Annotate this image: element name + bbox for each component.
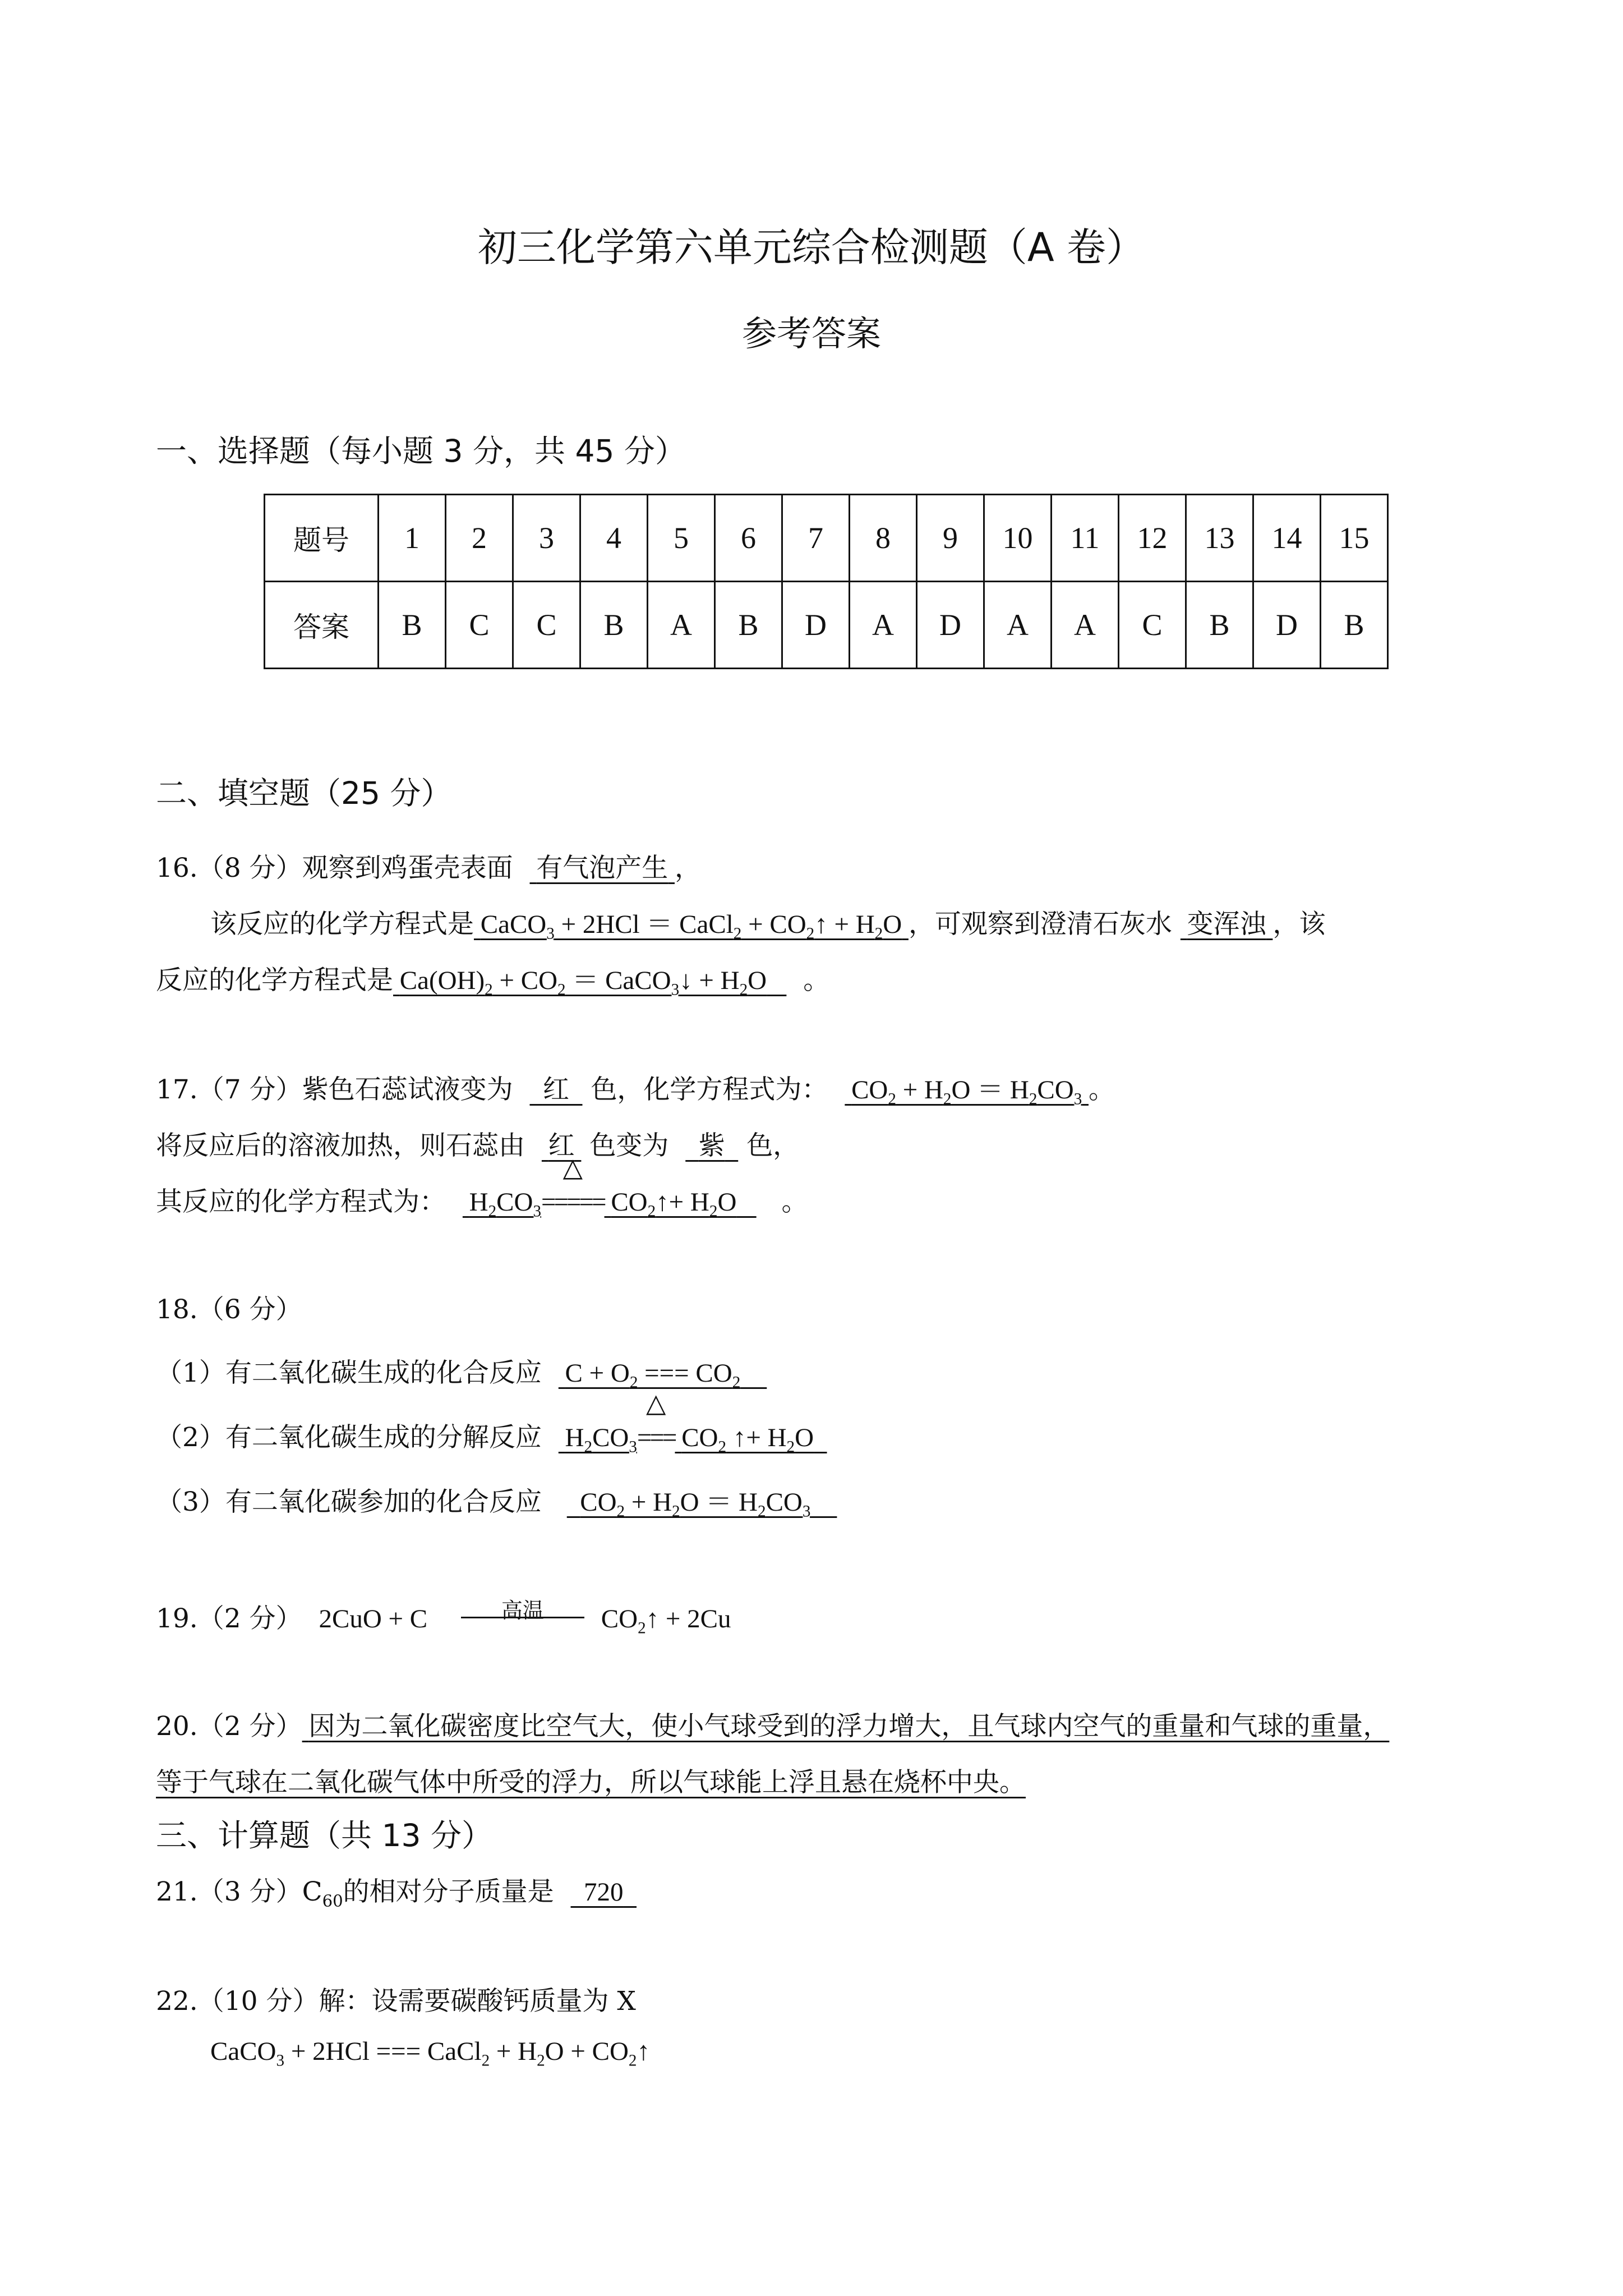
table-cell: 9 [917,495,984,582]
q22-line1: 22.（10 分）解：设需要碳酸钙质量为 X [156,1986,636,2017]
page-title: 初三化学第六单元综合检测题（A 卷） [477,224,1146,270]
q17-blank2: 红 [548,1131,575,1161]
table-cell: A [1052,582,1119,669]
table-cell: D [1253,582,1321,669]
table-row-answers [265,582,1388,669]
q16-line3: 反应的化学方程式是 $Ca(OH)_2 + CO_2$ ＝ CaCO$_3$↓ + $H_2O$ 。 [156,965,830,999]
q21-blank: 720 [584,1878,624,1907]
answer-table [264,494,1389,669]
q16-line2: 该反应的化学方程式是 CaCO$_3$ + 2HCl ＝ CaCl$_2$ + $CO_2↑ + H_2O$ ，可观察到澄清石灰水 变浑浊 ，该 [210,909,1326,943]
q16-line1: 16.（8 分）观察到鸡蛋壳表面 有气泡产生 ， [156,853,701,884]
q17-equation1: $CO_2 + H_2O = H_2CO_3$ [851,1075,1082,1108]
table-cell: 6 [715,495,782,582]
q18-item1-equation: $C + O_2$ === $CO_2$ [565,1359,741,1392]
q18-item3: （3）有二氧化碳参加的化合反应 $CO_2 + H_2O = H_2CO_3$ [156,1481,837,1521]
table-cell: 15 [1321,495,1388,582]
table-cell: C [513,582,580,669]
table-cell: 1 [379,495,446,582]
table-cell: D [917,582,984,669]
q16-blank1: 有气泡产生 [536,854,668,883]
q17-blank3: 紫 [698,1131,725,1161]
table-cell: A [850,582,917,669]
q22-equation: CaCO$_3$ + 2HCl === CaCl$_2$ + $H_2O$ + $CO_2↑$ [210,2037,650,2070]
q16-blank2: 变浑浊 [1187,910,1266,939]
q17-line2: 将反应后的溶液加热，则石蕊由 红 色变为 紫 色， [156,1130,800,1161]
heat-triangle-icon: △ [645,1388,666,1418]
table-cell: 10 [984,495,1052,582]
table-cell: A [984,582,1052,669]
q18-heading: 18.（6 分） [156,1294,302,1325]
q20-line1: 20.（2 分） 因为二氧化碳密度比空气大，使小气球受到的浮力增大，且气球内空气的重量和气球的重量， [156,1711,1390,1742]
section3-heading: 三、计算题（共 13 分） [156,1818,492,1853]
table-cell: 13 [1186,495,1253,582]
q17-line3: 其反应的化学方程式为： $H_2CO_3$ △ ===== $CO_2↑+ H_2O$ 。 [156,1152,808,1221]
q18-item2: （2）有二氧化碳生成的分解反应 $H_2CO_3$ △ === $CO_2$ ↑+ $H_2O$ [156,1416,827,1456]
table-cell: B [1186,582,1253,669]
q16-equation1: CaCO$_3$ + 2HCl ＝ CaCl$_2$ + $CO_2↑ + H_2O$ [480,910,902,943]
q17-equation2: $H_2CO_3$ △ ===== $CO_2↑+ H_2O$ [469,1152,737,1221]
q18-item2-equation: $H_2CO_3$ △ === $CO_2$ ↑+ $H_2O$ [565,1388,814,1456]
table-cell: 11 [1052,495,1119,582]
table-cell: D [782,582,850,669]
table-cell: C [446,582,513,669]
table-cell: 5 [648,495,715,582]
q20-line2 [156,1761,1026,1799]
section1-heading: 一、选择题（每小题 3 分，共 45 分） [156,433,686,469]
table-cell: 12 [1119,495,1186,582]
table-cell: C [1119,582,1186,669]
table-cell: B [715,582,782,669]
table-header-number: 题号 [265,495,379,582]
q21-line: 21.（3 分）$C_{60}$的相对分子质量是 720 [156,1871,637,1910]
table-cell: 3 [513,495,580,582]
table-header-answer: 答案 [265,582,379,669]
table-cell: 8 [850,495,917,582]
q18-item3-equation: $CO_2 + H_2O = H_2CO_3$ [580,1488,811,1521]
table-cell: 14 [1253,495,1321,582]
table-cell: B [1321,582,1388,669]
section2-heading: 二、填空题（25 分） [156,775,452,811]
heat-triangle-icon: △ [562,1152,583,1182]
q17-line1: 17.（7 分）紫色石蕊试液变为 红 色，化学方程式为： $CO_2 + H_2O = H_2CO_3$ 。 [156,1074,1115,1108]
table-cell: 2 [446,495,513,582]
table-cell: 4 [580,495,648,582]
q18-item1: （1）有二氧化碳生成的化合反应 $C + O_2$ === $CO_2$ [156,1352,767,1392]
q19-line: 19.（2 分） 2CuO + C 高温 $CO_2↑ + 2Cu$ [156,1598,731,1637]
q16-equation2: $Ca(OH)_2 + CO_2$ ＝ CaCO$_3$↓ + $H_2O$ [399,966,767,999]
q20-answer-line2: 等于气球在二氧化碳气体中所受的浮力，所以气球能上浮且悬在烧杯中央。 [156,1768,1026,1797]
page-subtitle: 参考答案 [741,313,881,354]
table-cell: B [580,582,648,669]
q20-answer-line1: 因为二氧化碳密度比空气大，使小气球受到的浮力增大，且气球内空气的重量和气球的重量， [308,1712,1390,1741]
table-row-numbers [265,495,1388,582]
table-cell: A [648,582,715,669]
reaction-condition: 高温 [501,1598,544,1623]
table-cell: 7 [782,495,850,582]
table-cell: B [379,582,446,669]
q17-blank1: 红 [542,1075,569,1105]
q19-product: $CO_2↑ + 2Cu$ [601,1604,731,1637]
